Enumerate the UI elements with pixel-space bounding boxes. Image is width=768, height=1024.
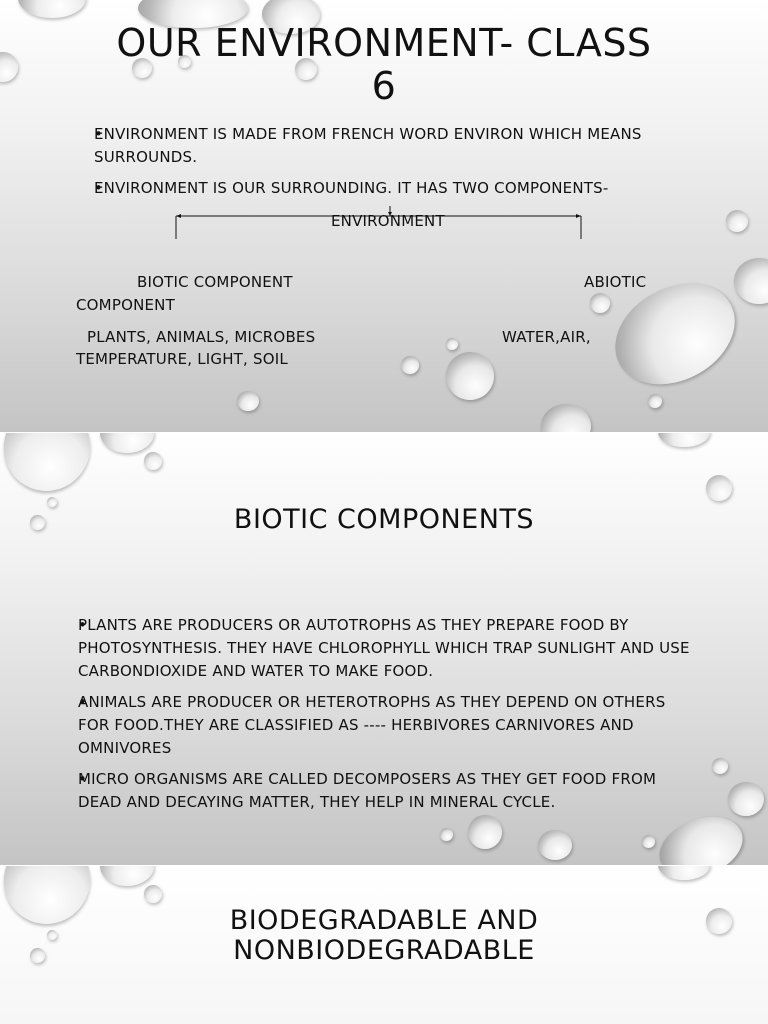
- diagram-root-label: ENVIRONMENT: [331, 212, 445, 230]
- water-drop-decoration: [0, 433, 102, 503]
- water-drop-decoration: [446, 338, 458, 350]
- bullet-item: [60, 691, 700, 760]
- water-drop-decoration: [590, 293, 610, 313]
- water-drop-decoration: [658, 866, 710, 880]
- water-drop-decoration: [100, 433, 154, 453]
- water-drop-decoration: [651, 806, 751, 865]
- slide-3: [0, 866, 768, 1024]
- water-drop-decoration: [706, 475, 732, 501]
- slide-1-title: OUR ENVIRONMENT- CLASS 6: [116, 21, 652, 109]
- abiotic-component-label-continued: COMPONENT: [76, 296, 175, 314]
- slide-1: [0, 0, 768, 432]
- water-drop-decoration: [728, 782, 764, 816]
- abiotic-examples-continued: TEMPERATURE, LIGHT, SOIL: [76, 350, 288, 368]
- bullet-text: PLANTS ARE PRODUCERS OR AUTOTROPHS AS THEY PREPARE FOOD BY PHOTOSYNTHESIS. THEY HAVE CHLOROPHYLL WHICH TRAP SUNLIGHT AND USE CARBONDIOXIDE AND WATER TO MAKE FOOD.: [78, 616, 690, 680]
- water-drop-decoration: [648, 394, 662, 408]
- water-drop-decoration: [144, 885, 162, 903]
- slide-2-bullet-list: [60, 614, 700, 814]
- bullet-text: ANIMALS ARE PRODUCER OR HETEROTROPHS AS THEY DEPEND ON OTHERS FOR FOOD.THEY ARE CLASSIFIED AS ---- HERBIVORES CARNIVORES AND OMNIVORES: [78, 693, 666, 757]
- water-drop-decoration: [726, 210, 748, 232]
- bullet-item: [60, 614, 700, 683]
- water-drop-decoration: [538, 830, 572, 860]
- abiotic-component-label: ABIOTIC: [584, 273, 647, 291]
- biotic-component-label: BIOTIC COMPONENT: [137, 273, 293, 291]
- water-drop-decoration: [237, 391, 259, 411]
- slide-2-title: BIOTIC COMPONENTS: [233, 504, 535, 535]
- water-drop-decoration: [440, 828, 453, 841]
- water-drop-decoration: [541, 404, 591, 432]
- water-drop-decoration: [642, 835, 655, 848]
- bullet-item: [76, 177, 696, 200]
- bullet-item: [60, 768, 700, 814]
- water-drop-decoration: [446, 352, 494, 400]
- abiotic-examples: WATER,AIR,: [502, 328, 591, 346]
- bullet-text: MICRO ORGANISMS ARE CALLED DECOMPOSERS AS THEY GET FOOD FROM DEAD AND DECAYING MATTER, THEY HELP IN MINERAL CYCLE.: [78, 770, 657, 811]
- water-drop-decoration: [401, 356, 419, 374]
- water-drop-decoration: [468, 815, 502, 849]
- bullet-text: ENVIRONMENT IS MADE FROM FRENCH WORD ENVIRON WHICH MEANS SURROUNDS.: [94, 125, 642, 166]
- slide-3-title: BIODEGRADABLE AND NONBIODEGRADABLE: [229, 905, 539, 966]
- water-drop-decoration: [712, 758, 728, 774]
- slide-1-bullet-list: [76, 123, 696, 200]
- water-drop-decoration: [658, 433, 710, 447]
- biotic-examples: PLANTS, ANIMALS, MICROBES: [87, 328, 316, 346]
- water-drop-decoration: [100, 866, 154, 886]
- bullet-item: [76, 123, 696, 169]
- water-drop-decoration: [18, 0, 86, 18]
- water-drop-decoration: [144, 452, 162, 470]
- bullet-text: ENVIRONMENT IS OUR SURROUNDING. IT HAS TWO COMPONENTS-: [94, 179, 609, 197]
- water-drop-decoration: [734, 258, 768, 304]
- slide-2: [0, 433, 768, 865]
